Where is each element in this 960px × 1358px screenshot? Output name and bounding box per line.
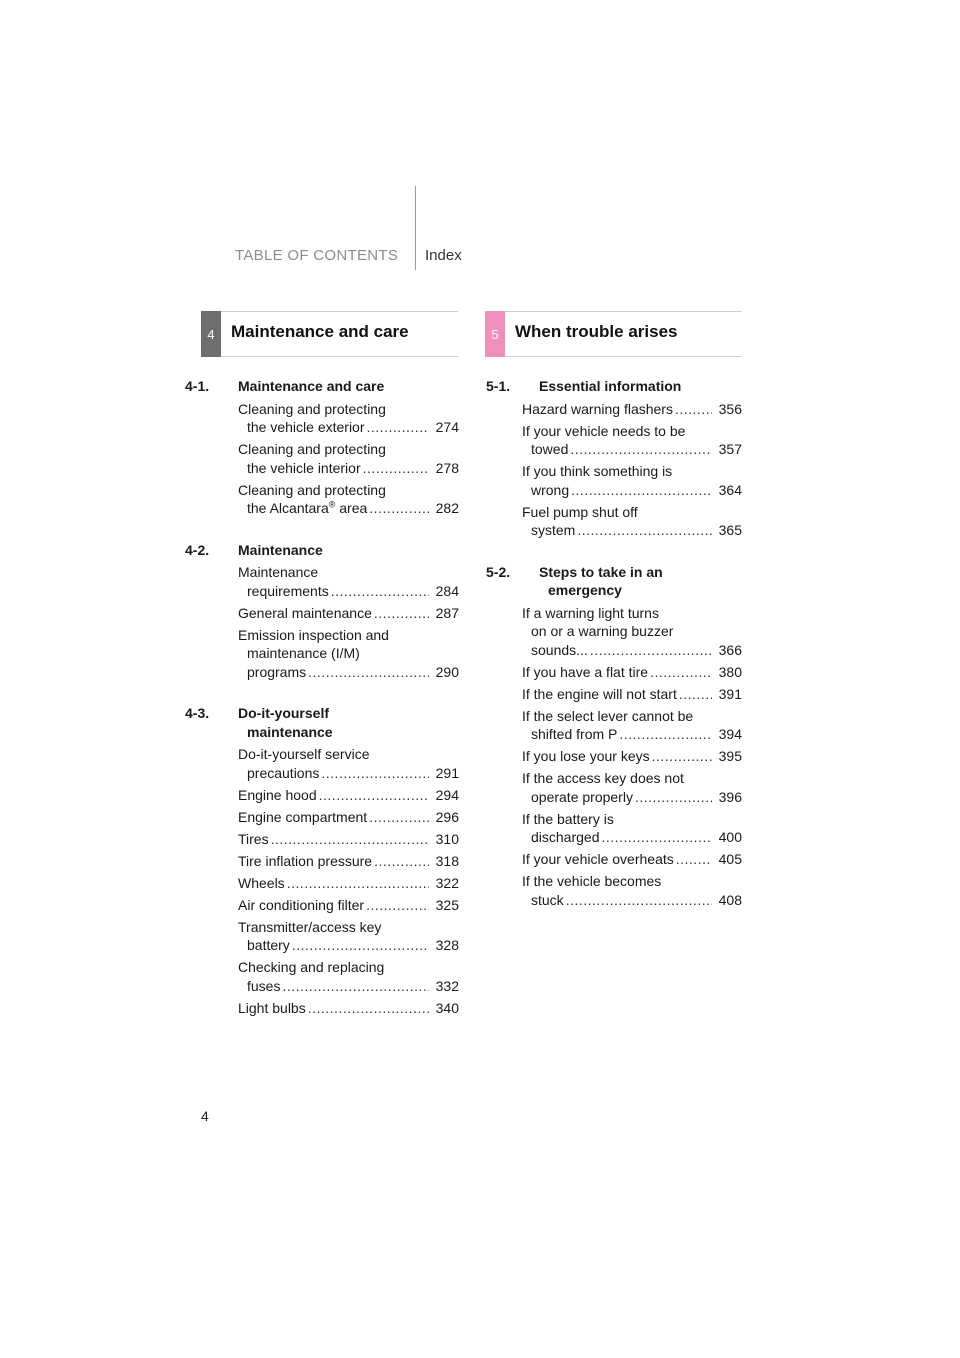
page-ref: 396	[718, 788, 742, 805]
subsection-title	[238, 541, 459, 560]
entry-row	[522, 400, 742, 419]
entry-text: the vehicle interior	[247, 459, 361, 476]
entry-text: Engine compartment	[238, 808, 368, 825]
entry-text: Wheels	[238, 874, 285, 891]
entry-text: If you think something is	[522, 463, 673, 479]
top-navigation	[0, 0, 960, 280]
subsection-title-cont: emergency	[548, 582, 622, 598]
subsection-number: 5-1.	[486, 378, 511, 394]
page-ref: 380	[718, 663, 742, 680]
toc-entry[interactable]	[522, 769, 742, 806]
toc-entry[interactable]	[522, 400, 742, 419]
entry-text: Cleaning and protecting	[238, 441, 386, 457]
entry-text: If your vehicle needs to be	[522, 422, 686, 439]
dot-leader	[282, 977, 429, 996]
entry-text: system	[531, 522, 576, 538]
entry-text: Cleaning and protecting	[238, 400, 386, 417]
entry-text: area	[335, 500, 368, 516]
entry-text: sounds...	[531, 641, 588, 658]
entry-text: Engine hood	[238, 786, 317, 803]
index-link[interactable]: Index	[425, 247, 462, 264]
toc-entry[interactable]	[522, 707, 742, 744]
entry-text: Hazard warning flashers	[522, 400, 673, 417]
toc-subsection	[185, 377, 459, 518]
entry-row	[238, 418, 459, 437]
entry-row	[238, 663, 459, 682]
page-ref: 408	[718, 891, 742, 908]
subsection-number: 4-2.	[185, 541, 210, 558]
page-ref: 365	[718, 522, 742, 538]
entry-text: stuck	[531, 891, 564, 908]
dot-leader	[652, 747, 712, 766]
entry-title	[238, 459, 361, 478]
toc-entry[interactable]	[238, 481, 459, 518]
entry-text: Do-it-yourself service	[238, 746, 370, 762]
subsection-title-text: Maintenance	[238, 541, 323, 558]
subsection-heading	[185, 704, 459, 741]
page-ref: 332	[435, 977, 459, 994]
subsection-title-text: Maintenance and care	[238, 378, 385, 394]
subsection-number: 5-2.	[486, 563, 511, 580]
dot-leader	[369, 499, 429, 518]
entry-text: If the select lever cannot be	[522, 707, 694, 724]
entry-title	[522, 725, 617, 744]
dot-leader	[319, 786, 429, 805]
dot-leader	[590, 641, 712, 660]
toc-entry[interactable]	[238, 786, 459, 805]
entry-row	[522, 891, 742, 910]
toc-entry[interactable]	[522, 503, 742, 540]
subsection-heading	[185, 377, 459, 396]
entry-title	[238, 499, 367, 518]
page-number: 4	[201, 1108, 209, 1124]
entry-text: towed	[531, 441, 569, 457]
page-ref: 274	[435, 419, 459, 435]
dot-leader	[308, 999, 429, 1018]
entry-text: Tires	[238, 830, 269, 847]
entry-text: Transmitter/access key	[238, 918, 382, 935]
entry-row	[522, 641, 742, 660]
toc-entry[interactable]	[238, 958, 459, 995]
toc-subsection	[185, 541, 459, 682]
entry-row	[238, 977, 459, 996]
entry-row	[238, 874, 459, 893]
subsection-title	[238, 704, 459, 741]
page-ref: 357	[718, 441, 742, 457]
toc-entry[interactable]	[522, 810, 742, 847]
entry-row	[522, 663, 742, 682]
entry-text: If the access key does not	[522, 770, 684, 786]
page-ref: 284	[435, 582, 459, 599]
page-ref: 391	[718, 685, 742, 702]
entry-row	[238, 459, 459, 478]
entry-row	[522, 481, 742, 500]
dot-leader	[619, 725, 712, 744]
entry-title	[238, 999, 306, 1018]
entry-text: Emission inspection and	[238, 626, 389, 643]
toc-entry[interactable]	[522, 747, 742, 766]
entry-title	[522, 828, 600, 847]
dot-leader	[363, 459, 429, 478]
entry-title	[238, 663, 306, 682]
page-ref: 394	[718, 726, 742, 742]
dot-leader	[570, 440, 712, 459]
entry-title	[522, 663, 648, 682]
section-tab-5: 5	[485, 311, 505, 357]
subsection-heading	[486, 377, 742, 396]
page-ref: 340	[435, 999, 459, 1016]
entry-text: If a warning light turns	[522, 604, 659, 621]
entry-text: operate properly	[531, 788, 633, 805]
section-title: When trouble arises	[515, 322, 678, 341]
dot-leader	[308, 663, 429, 682]
entry-text: wrong	[531, 481, 570, 498]
entry-text: precautions	[247, 764, 320, 781]
nav-divider	[415, 186, 416, 270]
entry-title	[238, 808, 367, 827]
entry-row	[522, 788, 742, 807]
table-of-contents-link[interactable]: TABLE OF CONTENTS	[235, 247, 399, 264]
entry-row	[522, 747, 742, 766]
subsection-title-text: Essential information	[539, 378, 682, 394]
entry-row	[238, 896, 459, 915]
toc-entry[interactable]	[238, 918, 459, 955]
toc-entry[interactable]	[238, 563, 459, 600]
entry-title	[522, 685, 677, 704]
dot-leader	[374, 852, 429, 871]
page-ref: 364	[718, 481, 742, 498]
page-ref: 282	[435, 500, 459, 516]
dot-leader	[566, 891, 712, 910]
entry-text: programs	[247, 663, 307, 680]
dot-leader	[287, 874, 429, 893]
entry-text: Light bulbs	[238, 999, 306, 1016]
toc-subsection	[185, 704, 459, 1017]
entry-title	[522, 788, 633, 807]
entry-row	[522, 850, 742, 869]
toc-entry[interactable]	[522, 850, 742, 869]
toc-entry[interactable]	[522, 685, 742, 704]
entry-text: maintenance (I/M)	[247, 645, 360, 661]
section-header-trouble	[485, 311, 742, 357]
entry-title	[522, 747, 650, 766]
entry-text: Maintenance	[238, 564, 319, 580]
page-ref: 395	[718, 748, 742, 764]
toc-entry[interactable]	[238, 604, 459, 623]
page-ref: 278	[435, 459, 459, 476]
entry-title	[522, 440, 568, 459]
entry-title	[238, 582, 329, 601]
toc-entry[interactable]	[522, 872, 742, 909]
entry-row	[522, 725, 742, 744]
subsection-title	[539, 563, 742, 600]
entry-title	[238, 830, 269, 849]
entry-text: Fuel pump shut off	[522, 503, 638, 520]
entry-text: battery	[247, 937, 290, 953]
dot-leader	[271, 830, 429, 849]
entry-row	[522, 828, 742, 847]
toc-entry[interactable]	[238, 830, 459, 849]
toc-entry[interactable]	[238, 999, 459, 1018]
subsection-title-cont: maintenance	[247, 723, 333, 740]
entry-text: If the battery is	[522, 810, 614, 827]
page-ref: 318	[435, 852, 459, 869]
toc-entry[interactable]	[522, 422, 742, 459]
page-ref: 328	[435, 937, 459, 953]
entry-row	[522, 521, 742, 540]
entry-text: Cleaning and protecting	[238, 481, 386, 498]
entry-row	[238, 808, 459, 827]
subsection-number: 4-3.	[185, 705, 210, 721]
entry-title	[238, 852, 372, 871]
dot-leader	[321, 764, 429, 783]
page-ref: 290	[435, 663, 459, 680]
page-ref: 322	[435, 874, 459, 891]
dot-leader	[367, 418, 429, 437]
entry-row	[238, 582, 459, 601]
entry-row	[238, 604, 459, 623]
entry-row	[522, 440, 742, 459]
entry-text: on or a warning buzzer	[531, 623, 674, 639]
dot-leader	[602, 828, 713, 847]
entry-row	[522, 685, 742, 704]
entry-text: fuses	[247, 977, 281, 994]
subsection-title	[238, 377, 459, 396]
entry-text: shifted from P	[531, 726, 618, 742]
subsection-title-text: Steps to take in an	[539, 563, 663, 580]
toc-entry[interactable]	[238, 852, 459, 871]
page-ref: 291	[435, 764, 459, 781]
dot-leader	[577, 521, 712, 540]
entry-text: General maintenance	[238, 604, 372, 621]
toc-column-section-4	[185, 377, 459, 1021]
dot-leader	[366, 896, 429, 915]
toc-subsection	[486, 563, 742, 910]
entry-row	[238, 786, 459, 805]
page-ref: 400	[718, 829, 742, 845]
subsection-title-text: Do-it-yourself	[238, 705, 329, 721]
page-ref: 366	[718, 641, 742, 658]
entry-text: Air conditioning filter	[238, 896, 365, 913]
entry-title	[238, 418, 365, 437]
entry-text: requirements	[247, 582, 329, 599]
toc-column-section-5	[486, 377, 742, 913]
page-ref: 294	[435, 786, 459, 803]
entry-title	[522, 521, 575, 540]
dot-leader	[650, 663, 712, 682]
entry-title	[522, 641, 588, 660]
dot-leader	[571, 481, 712, 500]
subsection-title	[539, 377, 742, 396]
entry-title	[238, 977, 280, 996]
section-title: Maintenance and care	[231, 322, 409, 341]
dot-leader	[374, 604, 429, 623]
entry-title	[238, 874, 285, 893]
toc-entry[interactable]	[238, 874, 459, 893]
entry-text: If the vehicle becomes	[522, 873, 662, 889]
dot-leader	[675, 400, 712, 419]
subsection-heading	[486, 563, 742, 600]
section-header-maintenance	[201, 311, 458, 357]
entry-text: discharged	[531, 829, 600, 845]
page-ref: 296	[435, 808, 459, 825]
entry-title	[522, 850, 674, 869]
dot-leader	[292, 936, 429, 955]
page-ref: 325	[435, 896, 459, 913]
entry-text: If the engine will not start	[522, 685, 677, 702]
entry-title	[522, 891, 564, 910]
toc-entry[interactable]	[238, 400, 459, 437]
entry-title	[238, 764, 319, 783]
toc-entry[interactable]	[522, 604, 742, 660]
subsection-number: 4-1.	[185, 378, 210, 394]
entry-text: the Alcantara	[247, 500, 329, 516]
entry-row	[238, 764, 459, 783]
toc-entry[interactable]	[522, 462, 742, 499]
toc-entry[interactable]	[522, 663, 742, 682]
entry-row	[238, 830, 459, 849]
entry-title	[238, 936, 290, 955]
entry-text: If you have a flat tire	[522, 663, 649, 680]
toc-entry[interactable]	[238, 896, 459, 915]
page-ref: 287	[435, 604, 459, 621]
entry-title	[522, 400, 673, 419]
registered-mark: ®	[328, 499, 336, 510]
page-ref: 356	[718, 400, 742, 417]
section-tab-4: 4	[201, 311, 221, 357]
entry-row	[238, 852, 459, 871]
entry-title	[522, 481, 569, 500]
entry-text: Tire inflation pressure	[238, 852, 373, 869]
dot-leader	[679, 685, 712, 704]
dot-leader	[369, 808, 429, 827]
toc-entry[interactable]	[238, 626, 459, 682]
dot-leader	[635, 788, 712, 807]
entry-row	[238, 999, 459, 1018]
dot-leader	[676, 850, 712, 869]
entry-row	[238, 499, 459, 518]
toc-entry[interactable]	[238, 745, 459, 782]
entry-text: the vehicle exterior	[247, 419, 365, 435]
page-ref: 405	[718, 851, 742, 867]
entry-title	[238, 786, 317, 805]
page-ref: 310	[435, 830, 459, 847]
dot-leader	[331, 582, 429, 601]
entry-row	[238, 936, 459, 955]
entry-text: If your vehicle overheats	[522, 851, 674, 867]
entry-title	[238, 604, 372, 623]
toc-entry[interactable]	[238, 808, 459, 827]
entry-title	[238, 896, 364, 915]
entry-text: If you lose your keys	[522, 748, 650, 764]
toc-entry[interactable]	[238, 440, 459, 477]
entry-text: Checking and replacing	[238, 959, 385, 975]
subsection-heading	[185, 541, 459, 560]
toc-subsection	[486, 377, 742, 540]
